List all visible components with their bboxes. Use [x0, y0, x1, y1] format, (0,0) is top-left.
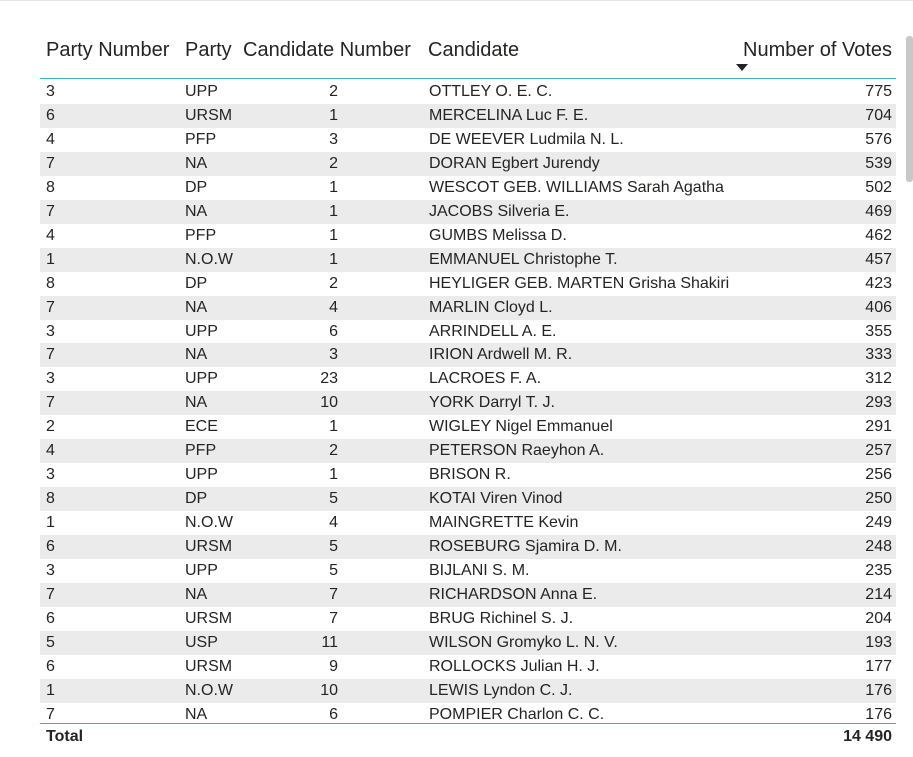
- table-row[interactable]: [40, 439, 896, 463]
- cell-party-number: 8: [46, 490, 55, 508]
- cell-party-number: 8: [46, 274, 55, 292]
- cell-party: URSM: [185, 657, 233, 675]
- cell-candidate: MARLIN Cloyd L.: [429, 298, 553, 316]
- cell-party-number: 1: [46, 514, 55, 532]
- table-row[interactable]: [40, 343, 896, 367]
- table-header: [40, 36, 896, 78]
- cell-party-number: 2: [46, 418, 55, 436]
- cell-party-number: 7: [46, 346, 55, 364]
- vertical-scrollbar[interactable]: [906, 36, 913, 182]
- table-row[interactable]: [40, 104, 896, 128]
- cell-party-number: 7: [46, 394, 55, 412]
- cell-votes: 177: [865, 657, 892, 675]
- cell-votes: 775: [865, 83, 892, 100]
- cell-candidate-number: 1: [329, 466, 338, 484]
- cell-votes: 293: [865, 394, 892, 412]
- cell-candidate: BRUG Richinel S. J.: [429, 609, 574, 627]
- cell-party: PFP: [185, 226, 217, 244]
- cell-party-number: 7: [46, 586, 55, 604]
- cell-party-number: 6: [46, 106, 55, 124]
- cell-candidate: BIJLANI S. M.: [429, 562, 530, 580]
- column-header-candidate[interactable]: Candidate: [428, 39, 520, 61]
- cell-party: NA: [185, 202, 208, 220]
- table-row[interactable]: [40, 487, 896, 511]
- cell-party-number: 7: [46, 298, 55, 316]
- cell-candidate: LACROES F. A.: [429, 370, 542, 388]
- cell-candidate: DE WEEVER Ludmila N. L.: [429, 130, 624, 148]
- cell-votes: 406: [865, 298, 892, 316]
- cell-candidate: POMPIER Charlon C. C.: [429, 705, 605, 723]
- cell-party-number: 8: [46, 178, 55, 196]
- cell-party: PFP: [185, 442, 217, 460]
- cell-candidate-number: 10: [320, 394, 338, 412]
- cell-party-number: 3: [46, 370, 55, 388]
- cell-candidate-number: 1: [329, 226, 338, 244]
- cell-party-number: 7: [46, 202, 55, 220]
- cell-votes: 250: [865, 490, 892, 508]
- cell-party-number: 4: [46, 442, 55, 460]
- cell-votes: 312: [865, 370, 892, 388]
- cell-candidate: DORAN Egbert Jurendy: [429, 154, 600, 172]
- cell-candidate-number: 4: [329, 514, 338, 532]
- cell-party-number: 4: [46, 130, 55, 148]
- cell-party: UPP: [185, 322, 218, 340]
- total-divider: [40, 723, 896, 724]
- cell-party: USP: [185, 633, 218, 651]
- cell-votes: 256: [865, 466, 892, 484]
- cell-party-number: 4: [46, 226, 55, 244]
- cell-candidate-number: 10: [320, 681, 338, 699]
- cell-party-number: 3: [46, 562, 55, 580]
- cell-candidate: ROLLOCKS Julian H. J.: [429, 657, 600, 675]
- cell-candidate: MERCELINA Luc F. E.: [429, 106, 589, 124]
- cell-candidate: IRION Ardwell M. R.: [429, 346, 573, 364]
- cell-votes: 469: [865, 202, 892, 220]
- table-row[interactable]: [40, 128, 896, 152]
- table-row[interactable]: [40, 559, 896, 583]
- cell-candidate-number: 23: [320, 370, 338, 388]
- cell-votes: 539: [865, 154, 892, 172]
- total-value: 14 490: [843, 728, 892, 745]
- column-header-number-of-votes[interactable]: Number of Votes: [743, 39, 892, 61]
- cell-votes: 333: [865, 346, 892, 364]
- cell-votes: 291: [865, 418, 892, 436]
- table-row[interactable]: [40, 224, 896, 248]
- table-row[interactable]: [40, 607, 896, 631]
- table-row[interactable]: [40, 631, 896, 655]
- table-row[interactable]: [40, 415, 896, 439]
- cell-candidate-number: 3: [329, 130, 338, 148]
- cell-party-number: 6: [46, 538, 55, 556]
- cell-candidate-number: 9: [329, 657, 338, 675]
- cell-candidate-number: 2: [329, 442, 338, 460]
- cell-candidate: PETERSON Raeyhon A.: [429, 442, 605, 460]
- cell-party-number: 3: [46, 83, 55, 100]
- cell-party-number: 6: [46, 657, 55, 675]
- cell-party: NA: [185, 346, 208, 364]
- cell-candidate: ROSEBURG Sjamira D. M.: [429, 538, 622, 556]
- table-row[interactable]: [40, 296, 896, 320]
- cell-party-number: 1: [46, 681, 55, 699]
- cell-votes: 249: [865, 514, 892, 532]
- cell-party: N.O.W: [185, 250, 233, 268]
- cell-candidate-number: 2: [329, 154, 338, 172]
- cell-candidate-number: 1: [329, 250, 338, 268]
- cell-candidate-number: 1: [329, 178, 338, 196]
- header-divider: [40, 78, 896, 79]
- table-row[interactable]: [40, 511, 896, 535]
- cell-party: NA: [185, 154, 208, 172]
- cell-votes: 423: [865, 274, 892, 292]
- table-row[interactable]: [40, 320, 896, 344]
- cell-votes: 176: [865, 681, 892, 699]
- cell-candidate: EMMANUEL Christophe T.: [429, 250, 618, 268]
- table-row[interactable]: [40, 583, 896, 607]
- cell-party: NA: [185, 394, 208, 412]
- cell-votes: 257: [865, 442, 892, 460]
- cell-candidate-number: 1: [329, 106, 338, 124]
- cell-candidate-number: 5: [329, 562, 338, 580]
- cell-party: URSM: [185, 538, 233, 556]
- cell-party-number: 7: [46, 154, 55, 172]
- cell-party: UPP: [185, 466, 218, 484]
- cell-party: URSM: [185, 609, 233, 627]
- cell-party: UPP: [185, 562, 218, 580]
- cell-party-number: 3: [46, 466, 55, 484]
- cell-party-number: 6: [46, 609, 55, 627]
- cell-votes: 214: [865, 586, 892, 604]
- cell-votes: 355: [865, 322, 892, 340]
- sort-descending-icon[interactable]: [736, 64, 748, 71]
- cell-candidate-number: 7: [329, 586, 338, 604]
- cell-candidate-number: 1: [329, 202, 338, 220]
- table-row[interactable]: [40, 463, 896, 487]
- cell-party-number: 1: [46, 250, 55, 268]
- table-row[interactable]: [40, 200, 896, 224]
- cell-candidate: BRISON R.: [429, 466, 511, 484]
- cell-party: N.O.W: [185, 514, 233, 532]
- cell-votes: 704: [865, 106, 892, 124]
- table-row[interactable]: [40, 152, 896, 176]
- cell-votes: 576: [865, 130, 892, 148]
- cell-party-number: 7: [46, 705, 55, 723]
- cell-party: NA: [185, 586, 208, 604]
- cell-candidate: MAINGRETTE Kevin: [429, 514, 579, 532]
- cell-candidate: GUMBS Melissa D.: [429, 226, 567, 244]
- total-row: [40, 725, 896, 749]
- cell-party: DP: [185, 490, 208, 508]
- cell-party: N.O.W: [185, 681, 233, 699]
- cell-candidate-number: 5: [329, 538, 338, 556]
- cell-candidate: LEWIS Lyndon C. J.: [429, 681, 573, 699]
- cell-candidate: ARRINDELL A. E.: [429, 322, 557, 340]
- cell-candidate-number: 7: [329, 609, 338, 627]
- cell-votes: 502: [865, 178, 892, 196]
- table-body: [40, 80, 896, 727]
- table-row[interactable]: [40, 535, 896, 559]
- cell-candidate-number: 1: [329, 418, 338, 436]
- table-row[interactable]: [40, 272, 896, 296]
- cell-candidate-number: 4: [329, 298, 338, 316]
- table-row[interactable]: [40, 391, 896, 415]
- table-row[interactable]: [40, 80, 896, 104]
- cell-party: ECE: [185, 418, 218, 436]
- cell-votes: 462: [865, 226, 892, 244]
- cell-candidate: WIGLEY Nigel Emmanuel: [429, 418, 613, 436]
- cell-candidate: WILSON Gromyko L. N. V.: [429, 633, 618, 651]
- cell-party-number: 3: [46, 322, 55, 340]
- cell-party: UPP: [185, 370, 218, 388]
- cell-party: UPP: [185, 83, 218, 100]
- table-row[interactable]: [40, 176, 896, 200]
- cell-candidate-number: 2: [329, 274, 338, 292]
- cell-candidate-number: 11: [321, 633, 338, 651]
- cell-candidate-number: 3: [329, 346, 338, 364]
- cell-party-number: 5: [46, 633, 55, 651]
- cell-candidate: WESCOT GEB. WILLIAMS Sarah Agatha: [429, 178, 724, 196]
- cell-party: PFP: [185, 130, 217, 148]
- cell-votes: 248: [865, 538, 892, 556]
- cell-candidate: YORK Darryl T. J.: [429, 394, 555, 412]
- table-row[interactable]: [40, 679, 896, 703]
- total-label: Total: [46, 728, 84, 745]
- cell-party: DP: [185, 178, 208, 196]
- cell-votes: 457: [865, 250, 892, 268]
- column-header-party-number[interactable]: Party Number: [46, 39, 170, 61]
- table-row[interactable]: [40, 367, 896, 391]
- cell-candidate-number: 2: [329, 83, 338, 100]
- cell-candidate-number: 5: [329, 490, 338, 508]
- column-header-party[interactable]: Party: [185, 39, 232, 61]
- cell-party: DP: [185, 274, 208, 292]
- cell-candidate: HEYLIGER GEB. MARTEN Grisha Shakiri: [429, 274, 730, 292]
- cell-votes: 235: [865, 562, 892, 580]
- cell-party: URSM: [185, 106, 233, 124]
- table-row[interactable]: [40, 655, 896, 679]
- table-row[interactable]: [40, 248, 896, 272]
- column-header-candidate-number[interactable]: Candidate Number: [243, 39, 411, 61]
- cell-votes: 176: [865, 705, 892, 723]
- cell-votes: 193: [865, 633, 892, 651]
- cell-candidate: KOTAI Viren Vinod: [429, 490, 563, 508]
- cell-party: NA: [185, 298, 208, 316]
- cell-candidate: RICHARDSON Anna E.: [429, 586, 598, 604]
- cell-candidate: OTTLEY O. E. C.: [429, 83, 553, 100]
- cell-candidate-number: 6: [329, 705, 338, 723]
- cell-votes: 204: [865, 609, 892, 627]
- cell-candidate: JACOBS Silveria E.: [429, 202, 570, 220]
- cell-party: NA: [185, 705, 208, 723]
- cell-candidate-number: 6: [329, 322, 338, 340]
